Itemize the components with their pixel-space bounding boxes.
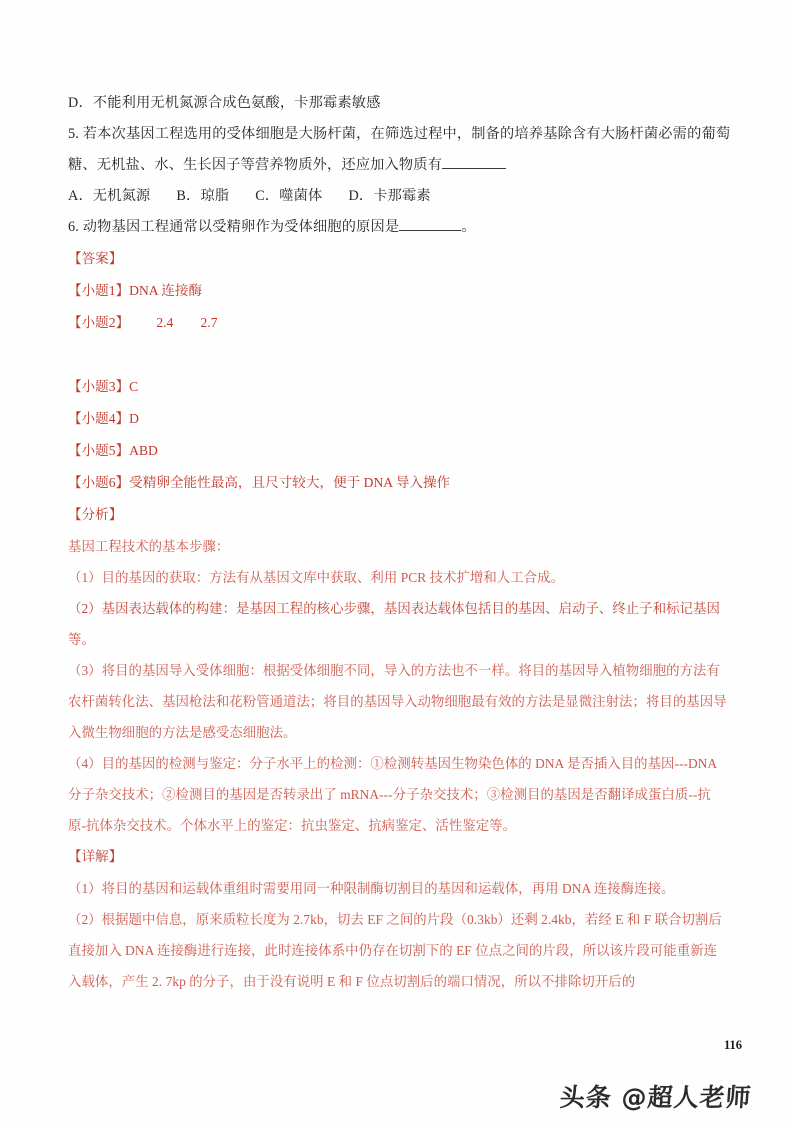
answer-spacer xyxy=(68,339,728,371)
answer-item-4: 【小题4】D xyxy=(68,411,139,426)
answers-heading: 【答案】 xyxy=(68,251,123,266)
question-5-answer-blank[interactable] xyxy=(442,168,506,169)
answer-item-1: 【小题1】DNA 连接酶 xyxy=(68,283,203,298)
watermark: 头条 @超人老师 xyxy=(559,1083,753,1112)
question-6-period: 。 xyxy=(461,219,476,235)
option-a[interactable]: A．无机氮源 xyxy=(68,188,151,204)
option-b[interactable]: B．琼脂 xyxy=(176,188,230,204)
question-5-options xyxy=(68,181,728,212)
analysis-heading: 【分析】 xyxy=(68,507,123,522)
option-c[interactable]: C．噬菌体 xyxy=(255,188,323,204)
option-d[interactable]: D．卡那霉素 xyxy=(348,188,431,204)
detail-paragraph-2: （2）根据题中信息，原来质粒长度为 2.7kb，切去 EF 之间的片段（0.3kb）还剩 2.4kb，若经 E 和 F 联合切割后直接加入 DNA 连接酶进行连接，此时连接体系中仍存在切割下的 EF 位点之间的片段，所以该片段可能重新连入载体，产生 2. 7kp 的分子，由于没有说明 E 和 F 位点切割后的端口情况，所以不排除切开后的 xyxy=(68,912,722,989)
answer-item-5: 【小题5】ABD xyxy=(68,443,158,458)
answer-item-2: 【小题2】 2.4 2.7 xyxy=(68,315,218,330)
detail-paragraph-1: （1）将目的基因和运载体重组时需要用同一种限制酶切割目的基因和运载体，再用 DNA 连接酶连接。 xyxy=(68,881,675,896)
answer-item-6: 【小题6】受精卵全能性最高，且尺寸较大，便于 DNA 导入操作 xyxy=(68,475,451,490)
page-number: 116 xyxy=(723,1038,742,1052)
analysis-paragraph-3: （3）将目的基因导入受体细胞：根据受体细胞不同，导入的方法也不一样。将目的基因导入植物细胞的方法有农杆菌转化法、基因枪法和花粉管通道法；将目的基因导入动物细胞最有效的方法是显微注射法；将目的基因导入微生物细胞的方法是感受态细胞法。 xyxy=(68,663,727,740)
question-6 xyxy=(68,212,728,243)
question-5-line-2-text: 糖、无机盐、水、生长因子等营养物质外，还应加入物质有 xyxy=(68,157,443,173)
question-5-line-2 xyxy=(68,150,728,181)
question-6-answer-blank[interactable] xyxy=(399,230,461,231)
detail-heading: 【详解】 xyxy=(68,849,123,864)
question-5-line-1: 5. 若本次基因工程选用的受体细胞是大肠杆菌，在筛选过程中，制备的培养基除含有大肠杆菌必需的葡萄 xyxy=(68,126,731,142)
answer-item-3: 【小题3】C xyxy=(68,379,139,394)
analysis-paragraph-1: （1）目的基因的获取：方法有从基因文库中获取、利用 PCR 技术扩增和人工合成。 xyxy=(68,570,564,585)
question-6-text: 6. 动物基因工程通常以受精卵作为受体细胞的原因是 xyxy=(68,219,400,235)
analysis-paragraph-2: （2）基因表达载体的构建：是基因工程的核心步骤，基因表达载体包括目的基因、启动子、终止子和标记基因等。 xyxy=(68,601,720,647)
analysis-paragraph-4: （4）目的基因的检测与鉴定：分子水平上的检测：①检测转基因生物染色体的 DNA 是否插入目的基因---DNA 分子杂交技术；②检测目的基因是否转录出了 mRNA---分子杂交技术；③检测目的基因是否翻译成蛋白质--抗原-抗体杂交技术。个体水平上的鉴定：抗虫鉴定、抗病鉴定、活性鉴定等。 xyxy=(68,756,717,833)
page-content xyxy=(68,88,731,997)
option-d-previous: D．不能利用无机氮源合成色氨酸，卡那霉素敏感 xyxy=(68,95,381,111)
analysis-intro: 基因工程技术的基本步骤： xyxy=(68,539,230,554)
